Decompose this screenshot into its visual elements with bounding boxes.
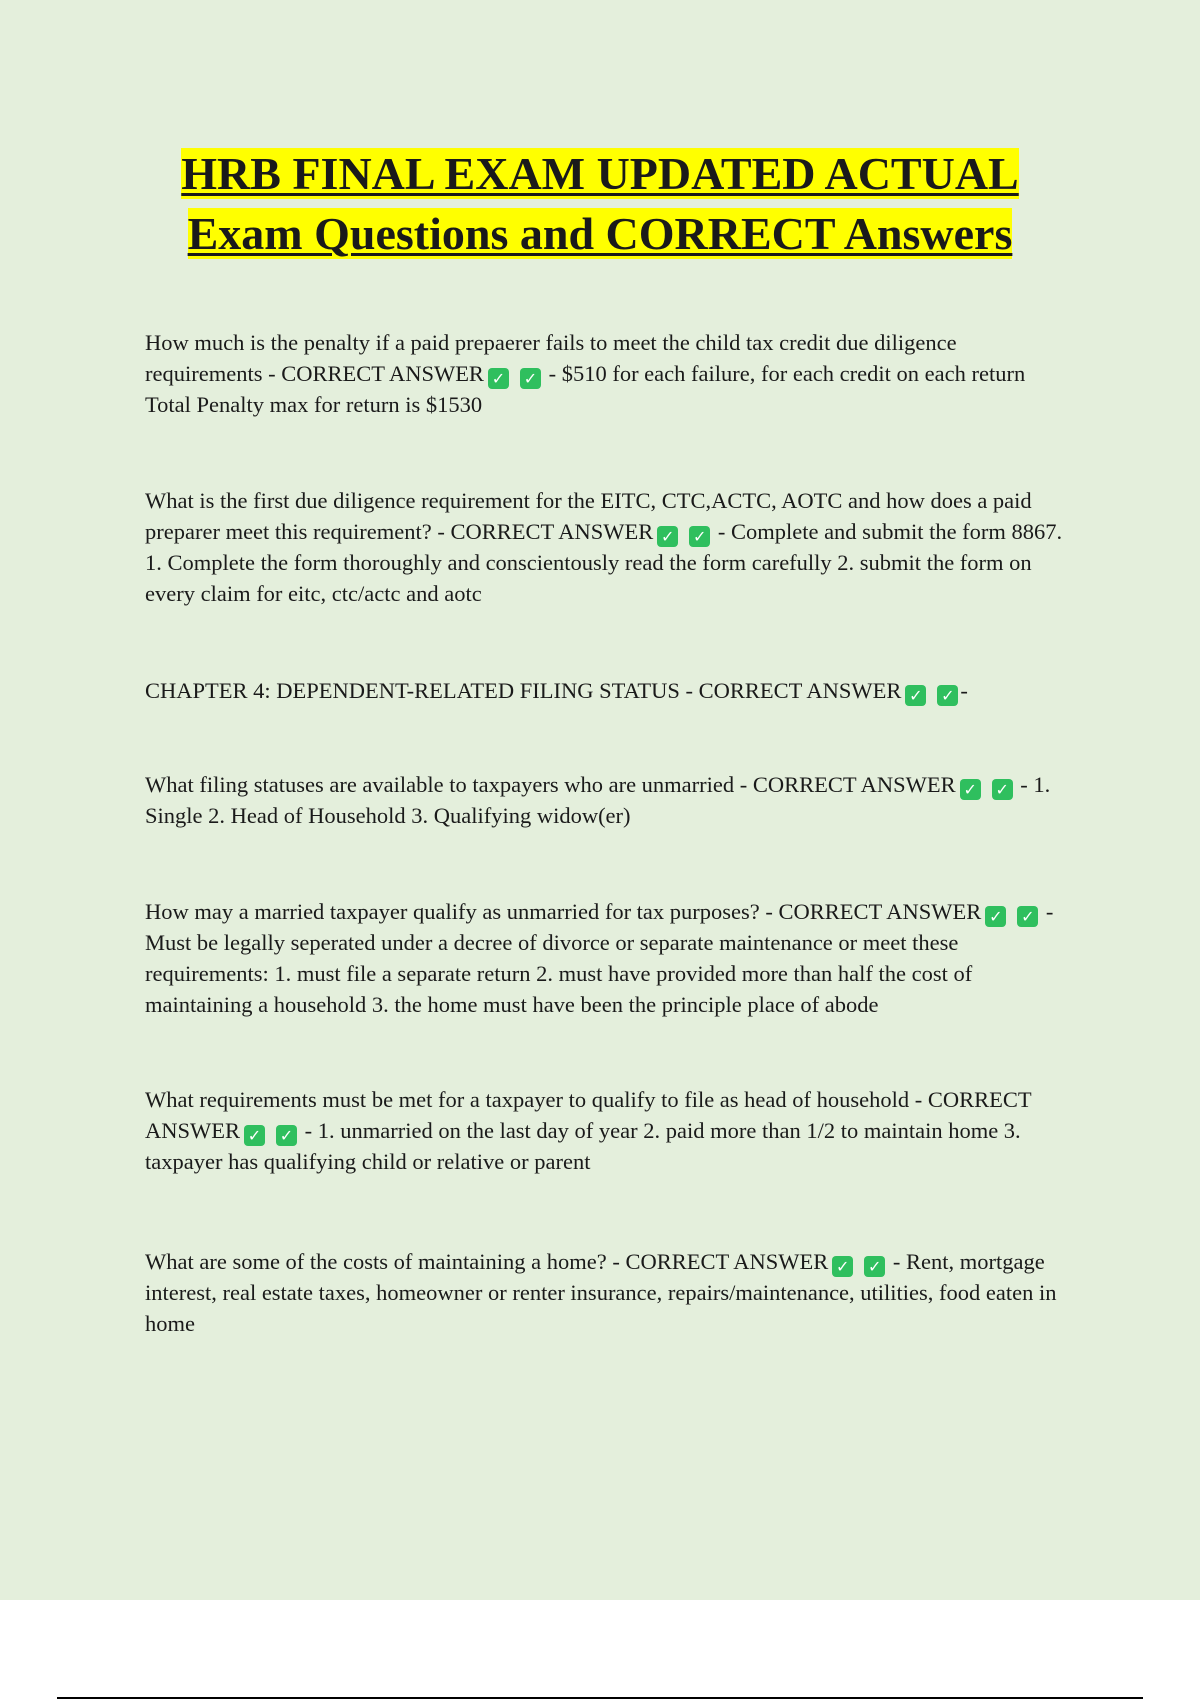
check-box-icon: ✓ [244, 1125, 265, 1146]
qa-item [145, 896, 1075, 1020]
check-box-icon: ✓ [905, 685, 926, 706]
check-box-icon: ✓ [276, 1125, 297, 1146]
question-text: What filing statuses are available to taxpayers who are unmarried - CORRECT ANSWER [145, 772, 956, 797]
check-box-icon: ✓ [832, 1256, 853, 1277]
check-box-icon: ✓ [985, 906, 1006, 927]
qa-item [145, 769, 1075, 831]
answer-text: - Complete and submit the form 8867. 1. Complete the form thoroughly and conscientously read the form carefully 2. submit the form on every claim for eitc, ctc/actc and aotc [145, 519, 1063, 606]
check-box-icon: ✓ [689, 526, 710, 547]
answer-text: - Must be legally seperated under a decree of divorce or separate maintenance or meet these requirements: 1. must file a separate return 2. must have provided more than half the cost of maintaining a household 3. the home must have been the principle place of abode [145, 899, 1054, 1017]
check-box-icon: ✓ [488, 368, 509, 389]
question-text: What requirements must be met for a taxpayer to qualify to file as head of household - CORRECT ANSWER [145, 1087, 1032, 1143]
check-box-icon: ✓ [992, 779, 1013, 800]
question-text: How may a married taxpayer qualify as unmarried for tax purposes? - CORRECT ANSWER [145, 899, 982, 924]
title-line-2: Exam Questions and CORRECT Answers [187, 208, 1013, 259]
check-box-icon: ✓ [1017, 906, 1038, 927]
answer-text: - 1. Single 2. Head of Household 3. Qualifying widow(er) [145, 772, 1051, 828]
bottom-divider [57, 1697, 1143, 1699]
check-box-icon: ✓ [864, 1256, 885, 1277]
qa-item [145, 675, 1075, 706]
check-box-icon: ✓ [520, 368, 541, 389]
check-box-icon: ✓ [960, 779, 981, 800]
title-line-1: HRB FINAL EXAM UPDATED ACTUAL [181, 148, 1019, 199]
answer-text: - 1. unmarried on the last day of year 2. paid more than 1/2 to maintain home 3. taxpayer has qualifying child or relative or parent [145, 1118, 1021, 1174]
answer-text: - [960, 678, 968, 703]
answer-text: - Rent, mortgage interest, real estate taxes, homeowner or renter insurance, repairs/maintenance, utilities, food eaten in home [145, 1249, 1057, 1336]
question-text: CHAPTER 4: DEPENDENT-RELATED FILING STATUS - CORRECT ANSWER [145, 678, 902, 703]
answer-text: - $510 for each failure, for each credit on each return Total Penalty max for return is $1530 [145, 361, 1026, 417]
question-text: What are some of the costs of maintaining a home? - CORRECT ANSWER [145, 1249, 829, 1274]
qa-item [145, 1246, 1075, 1339]
question-text: What is the first due diligence requirement for the EITC, CTC,ACTC, AOTC and how does a paid preparer meet this requirement? - CORRECT ANSWER [145, 488, 1032, 544]
question-text: How much is the penalty if a paid prepaerer fails to meet the child tax credit due diligence requirements - CORRECT ANSWER [145, 330, 957, 386]
check-box-icon: ✓ [657, 526, 678, 547]
qa-item [145, 485, 1075, 609]
qa-item [145, 1084, 1075, 1177]
document-title [100, 144, 1100, 264]
qa-item [145, 327, 1075, 420]
check-box-icon: ✓ [937, 685, 958, 706]
